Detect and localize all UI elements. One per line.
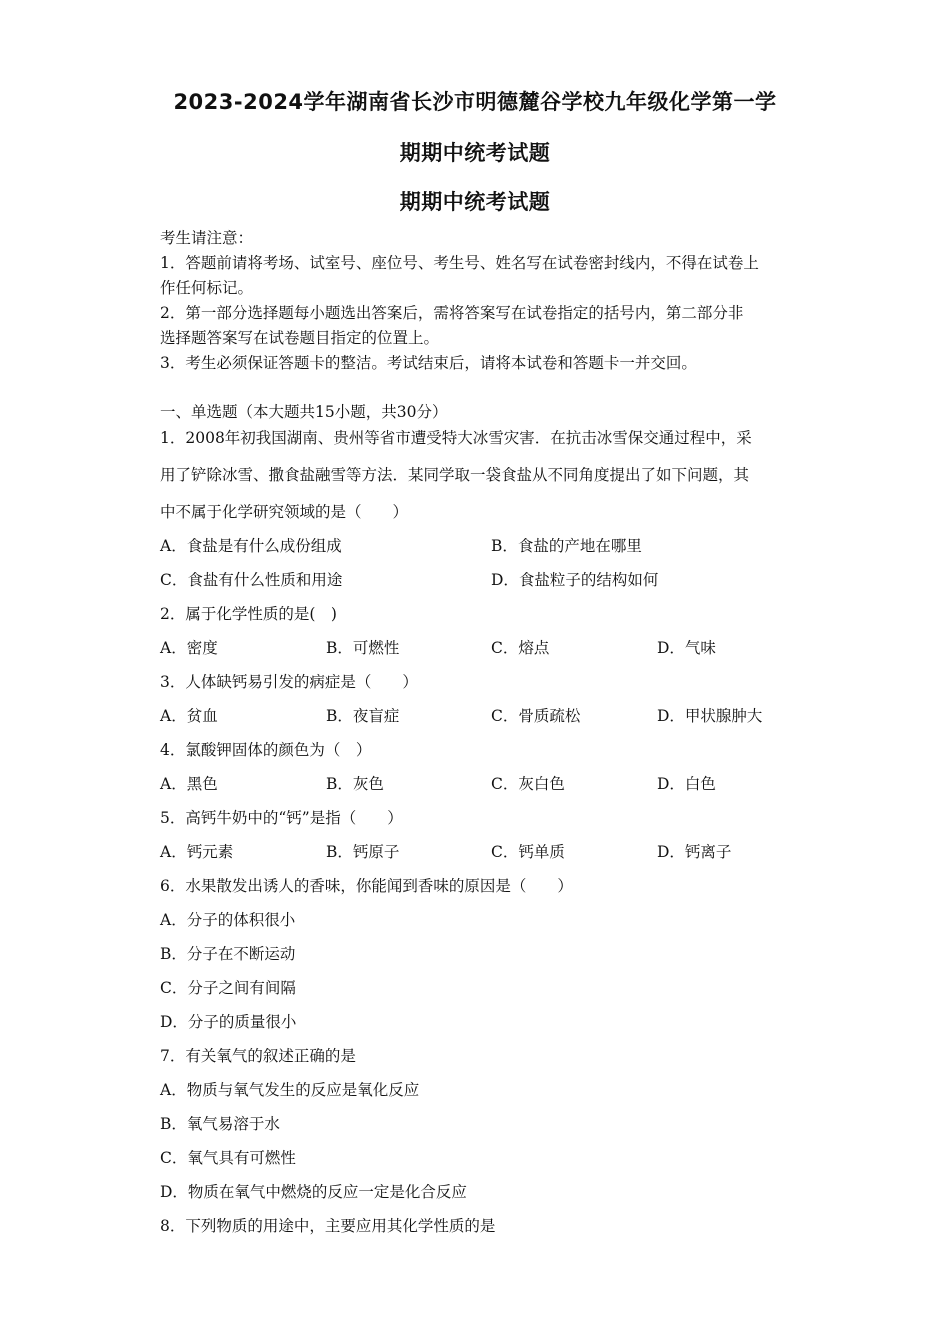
question-stem: 1．2008年初我国湖南、贵州等省市遭受特大冰雪灾害．在抗击冰雪保交通过程中，采	[160, 429, 752, 447]
option-b: B．钙原子	[326, 843, 400, 861]
option-c: C．灰白色	[491, 775, 565, 793]
question-stem: 6．水果散发出诱人的香味，你能闻到香味的原因是（ ）	[160, 877, 573, 895]
option-b: B．可燃性	[326, 639, 400, 657]
option-a: A．物质与氧气发生的反应是氧化反应	[160, 1081, 420, 1099]
option-c: C．分子之间有间隔	[160, 979, 296, 997]
notice-line: 2．第一部分选择题每小题选出答案后，需将答案写在试卷指定的括号内，第二部分非	[160, 304, 744, 322]
notice-line: 1．答题前请将考场、试室号、座位号、考生号、姓名写在试卷密封线内，不得在试卷上	[160, 254, 759, 272]
option-b: B．夜盲症	[326, 707, 400, 725]
notice-line: 选择题答案写在试卷题目指定的位置上。	[160, 329, 440, 347]
option-b: B．分子在不断运动	[160, 945, 296, 963]
option-b: B．氧气易溶于水	[160, 1115, 280, 1133]
question-stem: 2．属于化学性质的是( )	[160, 605, 337, 623]
option-d: D．分子的质量很小	[160, 1013, 297, 1031]
notice-line: 3．考生必须保证答题卡的整洁。考试结束后，请将本试卷和答题卡一并交回。	[160, 354, 697, 372]
section-heading: 一、单选题（本大题共15小题，共30分）	[160, 403, 448, 421]
option-c: C．钙单质	[491, 843, 565, 861]
option-d: D．白色	[657, 775, 716, 793]
question-stem: 4．氯酸钾固体的颜色为（ ）	[160, 741, 372, 759]
question-stem: 7．有关氧气的叙述正确的是	[160, 1047, 356, 1065]
option-d: D．甲状腺肿大	[657, 707, 763, 725]
option-d: D．食盐粒子的结构如何	[491, 571, 659, 589]
option-b: B．灰色	[326, 775, 384, 793]
notice-line: 作任何标记。	[160, 279, 254, 297]
option-a: A．食盐是有什么成份组成	[160, 537, 342, 555]
page-title-line2: 期期中统考试题	[399, 141, 551, 165]
option-a: A．黑色	[160, 775, 218, 793]
question-stem: 3．人体缺钙易引发的病症是（ ）	[160, 673, 418, 691]
option-c: C．食盐有什么性质和用途	[160, 571, 343, 589]
option-a: A．贫血	[160, 707, 218, 725]
option-b: B．食盐的产地在哪里	[491, 537, 642, 555]
page-title-line1: 2023-2024学年湖南省长沙市明德麓谷学校九年级化学第一学	[173, 90, 777, 114]
question-stem: 用了铲除冰雪、撒食盐融雪等方法．某同学取一袋食盐从不同角度提出了如下问题，其	[160, 466, 750, 484]
option-a: A．分子的体积很小	[160, 911, 296, 929]
notice-heading: 考生请注意：	[160, 229, 254, 247]
option-a: A．钙元素	[160, 843, 234, 861]
page-title-line3: 期期中统考试题	[399, 190, 551, 214]
option-d: D．物质在氧气中燃烧的反应一定是化合反应	[160, 1183, 467, 1201]
option-d: D．钙离子	[657, 843, 732, 861]
question-stem: 5．高钙牛奶中的“钙”是指（ ）	[160, 809, 403, 827]
option-a: A．密度	[160, 639, 218, 657]
option-c: C．熔点	[491, 639, 550, 657]
question-stem: 中不属于化学研究领域的是（ ）	[160, 503, 409, 521]
option-c: C．氧气具有可燃性	[160, 1149, 296, 1167]
option-d: D．气味	[657, 639, 716, 657]
option-c: C．骨质疏松	[491, 707, 581, 725]
question-stem: 8．下列物质的用途中，主要应用其化学性质的是	[160, 1217, 496, 1235]
